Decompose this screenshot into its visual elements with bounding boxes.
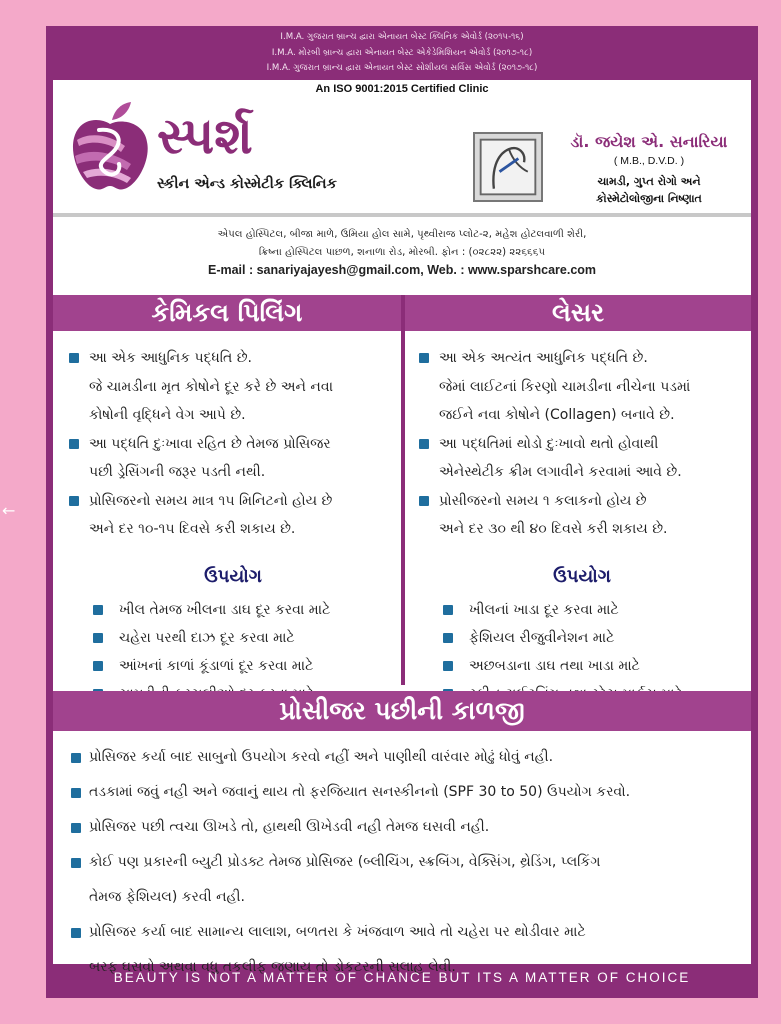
list-item-text: અને દર ૧૦-૧૫ દિવસે કરી શકાય છે. (89, 521, 296, 537)
list-item (67, 430, 399, 487)
use-item-text: ચહેરા પરથી દાઝ દૂર કરવા માટે (119, 629, 295, 646)
doctor-specialty-line: ચામડી, ગુપ્ત રોગો અને (597, 175, 701, 188)
bullet-icon (71, 753, 81, 763)
bullet-icon (443, 633, 453, 643)
bullet-icon (71, 788, 81, 798)
list-item (417, 487, 747, 544)
bullet-icon (69, 439, 79, 449)
content-panel (53, 80, 751, 975)
list-item-text: કોષોની વૃદ્ધિને વેગ આપે છે. (89, 407, 246, 423)
list-item (69, 775, 745, 810)
award-line: I.M.A. ગુજરાત બ્રાન્ચ દ્વારા એનાયત બેસ્ટ ક્લિનિક એવોર્ડ (૨૦૧૫-૧૬) (280, 32, 524, 42)
list-item-text: પ્રોસીજરનો સમય ૧ કલાકનો હોય છે (439, 492, 647, 509)
list-item-text: પ્રોસિજર કર્યા બાદ સામાન્ય લાલાશ, બળતરા કે ખંજવાળ આવે તો ચહેરા પર થોડીવાર માટે (89, 924, 586, 940)
list-item-text: જેમાં લાઈટનાં કિરણો ચામડીના નીચેના પડમાં (439, 378, 691, 395)
page-arrow-icon: ← (2, 501, 16, 520)
address-line: ક્રિષ્ના હોસ્પિટલ પાછળ, શનાળા રોડ, મોરબી. ફોન : (૦૨૮૨૨) ૨૨૬૬૬૫ (258, 247, 546, 258)
bullet-icon (71, 823, 81, 833)
address (53, 226, 751, 262)
list-item (67, 344, 399, 430)
aftercare-list (69, 740, 745, 985)
list-item-text: આ એક અત્યંત આધુનિક પદ્ધતિ છે. (439, 350, 648, 366)
laser-heading: લેસર (405, 295, 751, 331)
list-item-text: બરફ ઘસવો અથવા વધુ તકલીફ જણાય તો ડોકટરની સલાહ લેવી. (89, 959, 456, 975)
list-item (417, 430, 747, 487)
address-line: એપલ હોસ્પિટલ, બીજા માળે, ઉમિયા હોલ સામે, પૃથ્વીરાજ પ્લોટ-૨, મહેશ હોટલવાળી શેરી, (217, 229, 587, 240)
list-item-text: પછી ડ્રેસિંગની જરૂર પડતી નથી. (89, 464, 266, 480)
list-item-text: અને દર ૩૦ થી ૪૦ દિવસે કરી શકાય છે. (439, 521, 668, 537)
use-item-text: આંખનાં કાળાં કૂંડાળાં દૂર કરવા માટે (119, 657, 314, 674)
bullet-icon (443, 661, 453, 671)
list-item (67, 487, 399, 544)
list-item (417, 344, 747, 430)
divider (53, 213, 751, 217)
doctor-specialty-line: કોસ્મેટોલોજીના નિષ્ણાત (596, 192, 702, 205)
laser-column (417, 344, 747, 708)
list-item-text: જે ચામડીના મૃત કોષોને દૂર કરે છે અને નવા (89, 378, 334, 395)
bullet-icon (443, 605, 453, 615)
award-line: I.M.A. ગુજરાત બ્રાન્ચ દ્વારા એનાયત બેસ્ટ સોશીયલ સર્વિસ એવોર્ડ (૨૦૧૭-૧૮) (266, 63, 538, 73)
bullet-icon (419, 496, 429, 506)
bullet-icon (71, 858, 81, 868)
use-item-text: ખીલનાં ખાડા દૂર કરવા માટે (469, 601, 619, 618)
list-item-text: આ પદ્ધતિમાં થોડો દુઃખાવો થતો હોવાથી (439, 435, 659, 452)
list-item-text: જઈને નવા કોષોને (Collagen) બનાવે છે. (439, 407, 675, 423)
footer-tagline: BEAUTY IS NOT A MATTER OF CHANCE BUT ITS A MATTER OF CHOICE (113, 970, 691, 985)
uses-heading: ઉપયોગ (553, 565, 611, 587)
apple-logo-icon (69, 100, 151, 192)
list-item (69, 740, 745, 775)
poster-frame (46, 26, 758, 998)
list-item-text: પ્રોસિજરનો સમય માત્ર ૧૫ મિનિટનો હોય છે (89, 492, 333, 509)
awards-banner (46, 26, 758, 80)
use-item (417, 596, 747, 624)
award-line: I.M.A. મોરબી બ્રાન્ચ દ્વારા એનાયત બેસ્ટ એકેડેમિશિયન એવોર્ડ (૨૦૧૭-૧૮) (271, 47, 533, 58)
use-item (67, 652, 399, 680)
list-item-text: આ એક આધુનિક પદ્ધતિ છે. (89, 350, 252, 366)
list-item-text: પ્રોસિજર કર્યા બાદ સાબુનો ઉપયોગ કરવો નહીં અને પાણીથી વારંવાર મોઢું ધોવું નહી. (89, 749, 554, 765)
use-item (417, 624, 747, 652)
use-item-text: ફેશિયલ રીજુવીનેશન માટે (469, 629, 615, 646)
uses-heading: ઉપયોગ (204, 565, 262, 587)
bullet-icon (93, 605, 103, 615)
aftercare-heading: પ્રોસીજર પછીની કાળજી (53, 691, 751, 731)
chemical-peeling-heading: કેમિકલ પિલિંગ (53, 295, 401, 331)
bullet-icon (69, 496, 79, 506)
list-item-text: તેમજ ફેશિયલ) કરવી નહી. (89, 889, 245, 905)
bullet-icon (419, 353, 429, 363)
bullet-icon (93, 633, 103, 643)
brand-subtitle: સ્કીન એન્ડ કોસ્મેટીક ક્લિનિક (157, 176, 337, 192)
bullet-icon (69, 353, 79, 363)
list-item-text: તડકામાં જવું નહી અને જવાનું થાય તો ફરજિયાત સનસ્કીનનો (SPF 30 to 50) ઉપયોગ કરવો. (89, 784, 631, 800)
use-item (67, 596, 399, 624)
bullet-icon (93, 661, 103, 671)
list-item-text: એનેસ્થેટીક ક્રીમ લગાવીને કરવામાં આવે છે. (439, 464, 682, 480)
doctor-info (549, 132, 749, 207)
column-divider (401, 295, 405, 685)
bullet-icon (71, 928, 81, 938)
list-item (69, 845, 745, 915)
use-item (417, 652, 747, 680)
doctor-specialty (549, 173, 749, 207)
contact-line: E-mail : sanariyajayesh@gmail.com, Web. : www.sparshcare.com (207, 263, 597, 277)
doctor-qualification: ( M.B., D.V.D. ) (613, 155, 685, 167)
bullet-icon (419, 439, 429, 449)
use-item (67, 624, 399, 652)
use-item-text: ખીલ તેમજ ખીલના ડાઘ દૂર કરવા માટે (119, 601, 331, 618)
doctor-name: ડૉ. જયેશ એ. સનારિયા (570, 132, 728, 151)
list-item-text: આ પદ્ધતિ દુઃખાવા રહિત છે તેમજ પ્રોસિજર (89, 435, 331, 452)
use-item-text: અછબડાના ડાઘ તથા ખાડા માટે (469, 657, 640, 674)
doctor-logo-icon (473, 132, 543, 202)
chemical-peeling-column (67, 344, 399, 708)
iso-certification: An ISO 9001:2015 Certified Clinic (315, 83, 489, 95)
brand-name: સ્પર્શ (157, 106, 253, 165)
list-item-text: કોઈ પણ પ્રકારની બ્યુટી પ્રોડક્ટ તેમજ પ્રોસિજર (બ્લીચિંગ, સ્ક્રબિંગ, વેક્સિંગ, થ્રેડિંગ, પ્લકિંગ (89, 854, 601, 870)
list-item-text: પ્રોસિજર પછી ત્વચા ઊખડે તો, હાથથી ઊખેડવી નહી તેમજ ઘસવી નહી. (89, 819, 490, 835)
list-item (69, 810, 745, 845)
